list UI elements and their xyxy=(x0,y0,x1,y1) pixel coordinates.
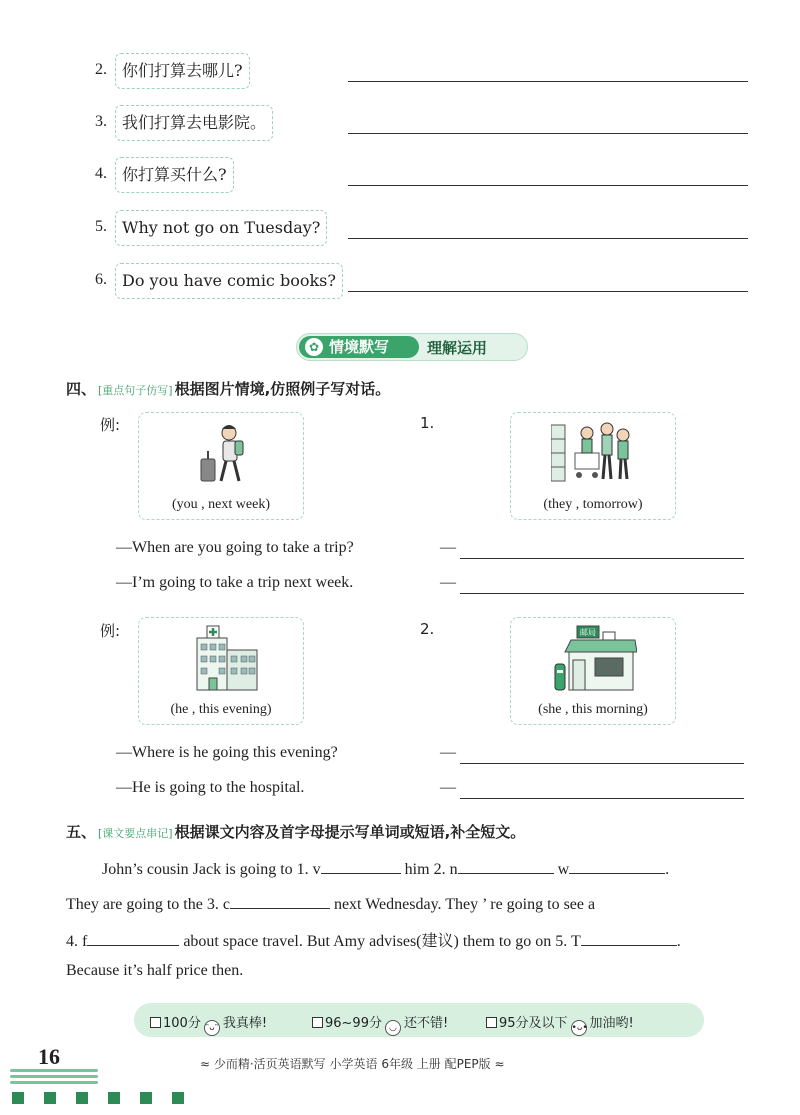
answer-line[interactable] xyxy=(348,291,748,292)
section-5-title xyxy=(66,821,525,842)
passage-text: . xyxy=(665,861,670,878)
blank-4[interactable] xyxy=(87,930,179,946)
section-tag: [课文要点串记] xyxy=(98,827,173,840)
picture-frame xyxy=(138,412,304,520)
picture-frame xyxy=(510,617,676,725)
cheer-face-icon: •ᴗ• xyxy=(571,1020,587,1036)
book-info: ≈ 少而精·活页英语默写 小学英语 6年级 上册 配PEP版 ≈ xyxy=(200,1057,505,1071)
picture-caption: (she , this morning) xyxy=(538,702,648,717)
decorative-wave xyxy=(10,1069,98,1072)
passage-text: Because it’s half price then. xyxy=(66,962,244,979)
answer-line[interactable] xyxy=(460,593,744,594)
translation-item xyxy=(95,210,755,246)
passage-line xyxy=(66,962,750,980)
answer-line[interactable] xyxy=(348,185,748,186)
item-number: 2. xyxy=(420,620,435,638)
post-office-illustration xyxy=(551,624,637,692)
section-4-title xyxy=(66,378,390,399)
translation-item xyxy=(95,105,755,141)
passage-text: John’s cousin Jack is going to 1. v xyxy=(102,861,321,878)
passage-text: him 2. n xyxy=(404,861,458,878)
answer-line[interactable] xyxy=(348,81,748,82)
hospital-illustration xyxy=(179,624,265,692)
example-label: 例: xyxy=(100,416,121,434)
answer-line[interactable] xyxy=(348,133,748,134)
item-number: 1. xyxy=(420,414,435,432)
answer-line[interactable] xyxy=(348,238,748,239)
score-comment: 加油哟! xyxy=(589,1016,634,1031)
score-comment: 还不错! xyxy=(403,1016,449,1031)
banner-left-text: 情境默写 xyxy=(329,338,390,356)
decorative-square xyxy=(108,1092,120,1104)
passage-text: . xyxy=(676,933,681,950)
blank-2[interactable] xyxy=(458,858,554,874)
picture-frame xyxy=(138,617,304,725)
blank-3[interactable] xyxy=(230,893,330,909)
decorative-square xyxy=(172,1092,184,1104)
section-number: 四、 xyxy=(66,380,97,398)
smile-face-icon: ◡ xyxy=(385,1020,401,1036)
example-answer: —I’m going to take a trip next week. xyxy=(116,574,354,591)
dialogue-dash: — xyxy=(440,779,456,796)
picture-caption: (you , next week) xyxy=(172,497,270,512)
passage-line xyxy=(66,893,750,914)
self-evaluation-bar xyxy=(134,1003,704,1037)
score-label: 95分及以下 xyxy=(499,1016,568,1031)
decorative-wave xyxy=(10,1075,98,1078)
passage-line xyxy=(66,928,750,951)
answer-line[interactable] xyxy=(460,763,744,764)
prompt-box: Why not go on Tuesday? xyxy=(115,210,327,246)
score-comment: 我真棒! xyxy=(222,1016,268,1031)
score-option-2[interactable] xyxy=(312,1012,448,1036)
picture-caption: (he , this evening) xyxy=(170,702,272,717)
checkbox[interactable] xyxy=(312,1017,323,1028)
example-question: —Where is he going this evening? xyxy=(116,744,338,761)
picture-frame xyxy=(510,412,676,520)
passage-text: They are going to the 3. c xyxy=(66,896,230,913)
checkbox[interactable] xyxy=(150,1017,161,1028)
passage-text: 4. f xyxy=(66,933,88,950)
happy-face-icon: ᵔᴗᵔ xyxy=(204,1020,220,1036)
banner-label xyxy=(299,336,419,358)
item-number: 5. xyxy=(95,218,107,235)
score-label: 96~99分 xyxy=(325,1016,382,1031)
example-label: 例: xyxy=(100,622,121,640)
example-answer: —He is going to the hospital. xyxy=(116,779,305,796)
section-instructions: 根据课文内容及首字母提示写单词或短语,补全短文。 xyxy=(174,823,526,841)
prompt-box: Do you have comic books? xyxy=(115,263,343,299)
answer-line[interactable] xyxy=(460,798,744,799)
blank-5[interactable] xyxy=(581,930,677,946)
picture-caption: (they , tomorrow) xyxy=(543,497,643,512)
prompt-box: 你们打算去哪儿? xyxy=(115,53,250,89)
prompt-box: 你打算买什么? xyxy=(115,157,234,193)
dialogue-dash: — xyxy=(440,574,456,591)
passage-text: about space travel. But Amy advises(建议) them to go on 5. T xyxy=(183,933,581,950)
decorative-square xyxy=(12,1092,24,1104)
blank-1[interactable] xyxy=(321,858,401,874)
score-label: 100分 xyxy=(163,1016,201,1031)
passage-text: next Wednesday. They ’ re going to see a xyxy=(333,896,596,913)
decorative-square xyxy=(44,1092,56,1104)
decorative-square xyxy=(140,1092,152,1104)
passage-text: w xyxy=(557,861,570,878)
section-banner xyxy=(296,333,528,361)
section-number: 五、 xyxy=(66,823,97,841)
decorative-wave xyxy=(10,1081,98,1084)
item-number: 4. xyxy=(95,165,107,182)
translation-item xyxy=(95,53,755,89)
dialogue-dash: — xyxy=(440,539,456,556)
banner-right-text: 理解运用 xyxy=(427,339,488,357)
checkbox[interactable] xyxy=(486,1017,497,1028)
item-number: 3. xyxy=(95,113,107,130)
prompt-box: 我们打算去电影院。 xyxy=(115,105,273,141)
example-question: —When are you going to take a trip? xyxy=(116,539,354,556)
blank-2b[interactable] xyxy=(569,858,665,874)
answer-line[interactable] xyxy=(460,558,744,559)
post-office-sign: 邮局 xyxy=(580,628,596,637)
translation-item xyxy=(95,157,755,193)
passage-line xyxy=(66,858,750,879)
item-number: 6. xyxy=(95,271,107,288)
dialogue-dash: — xyxy=(440,744,456,761)
score-option-3[interactable] xyxy=(486,1012,634,1036)
score-option-1[interactable] xyxy=(150,1012,267,1036)
flower-icon: ✿ xyxy=(305,338,323,356)
decorative-square xyxy=(76,1092,88,1104)
translation-item xyxy=(95,263,755,299)
section-tag: [重点句子仿写] xyxy=(98,384,173,397)
page-number: 16 xyxy=(38,1044,60,1069)
shopping-family-illustration xyxy=(551,419,637,487)
item-number: 2. xyxy=(95,61,107,78)
traveler-illustration xyxy=(179,419,265,487)
section-instructions: 根据图片情境,仿照例子写对话。 xyxy=(174,380,391,398)
